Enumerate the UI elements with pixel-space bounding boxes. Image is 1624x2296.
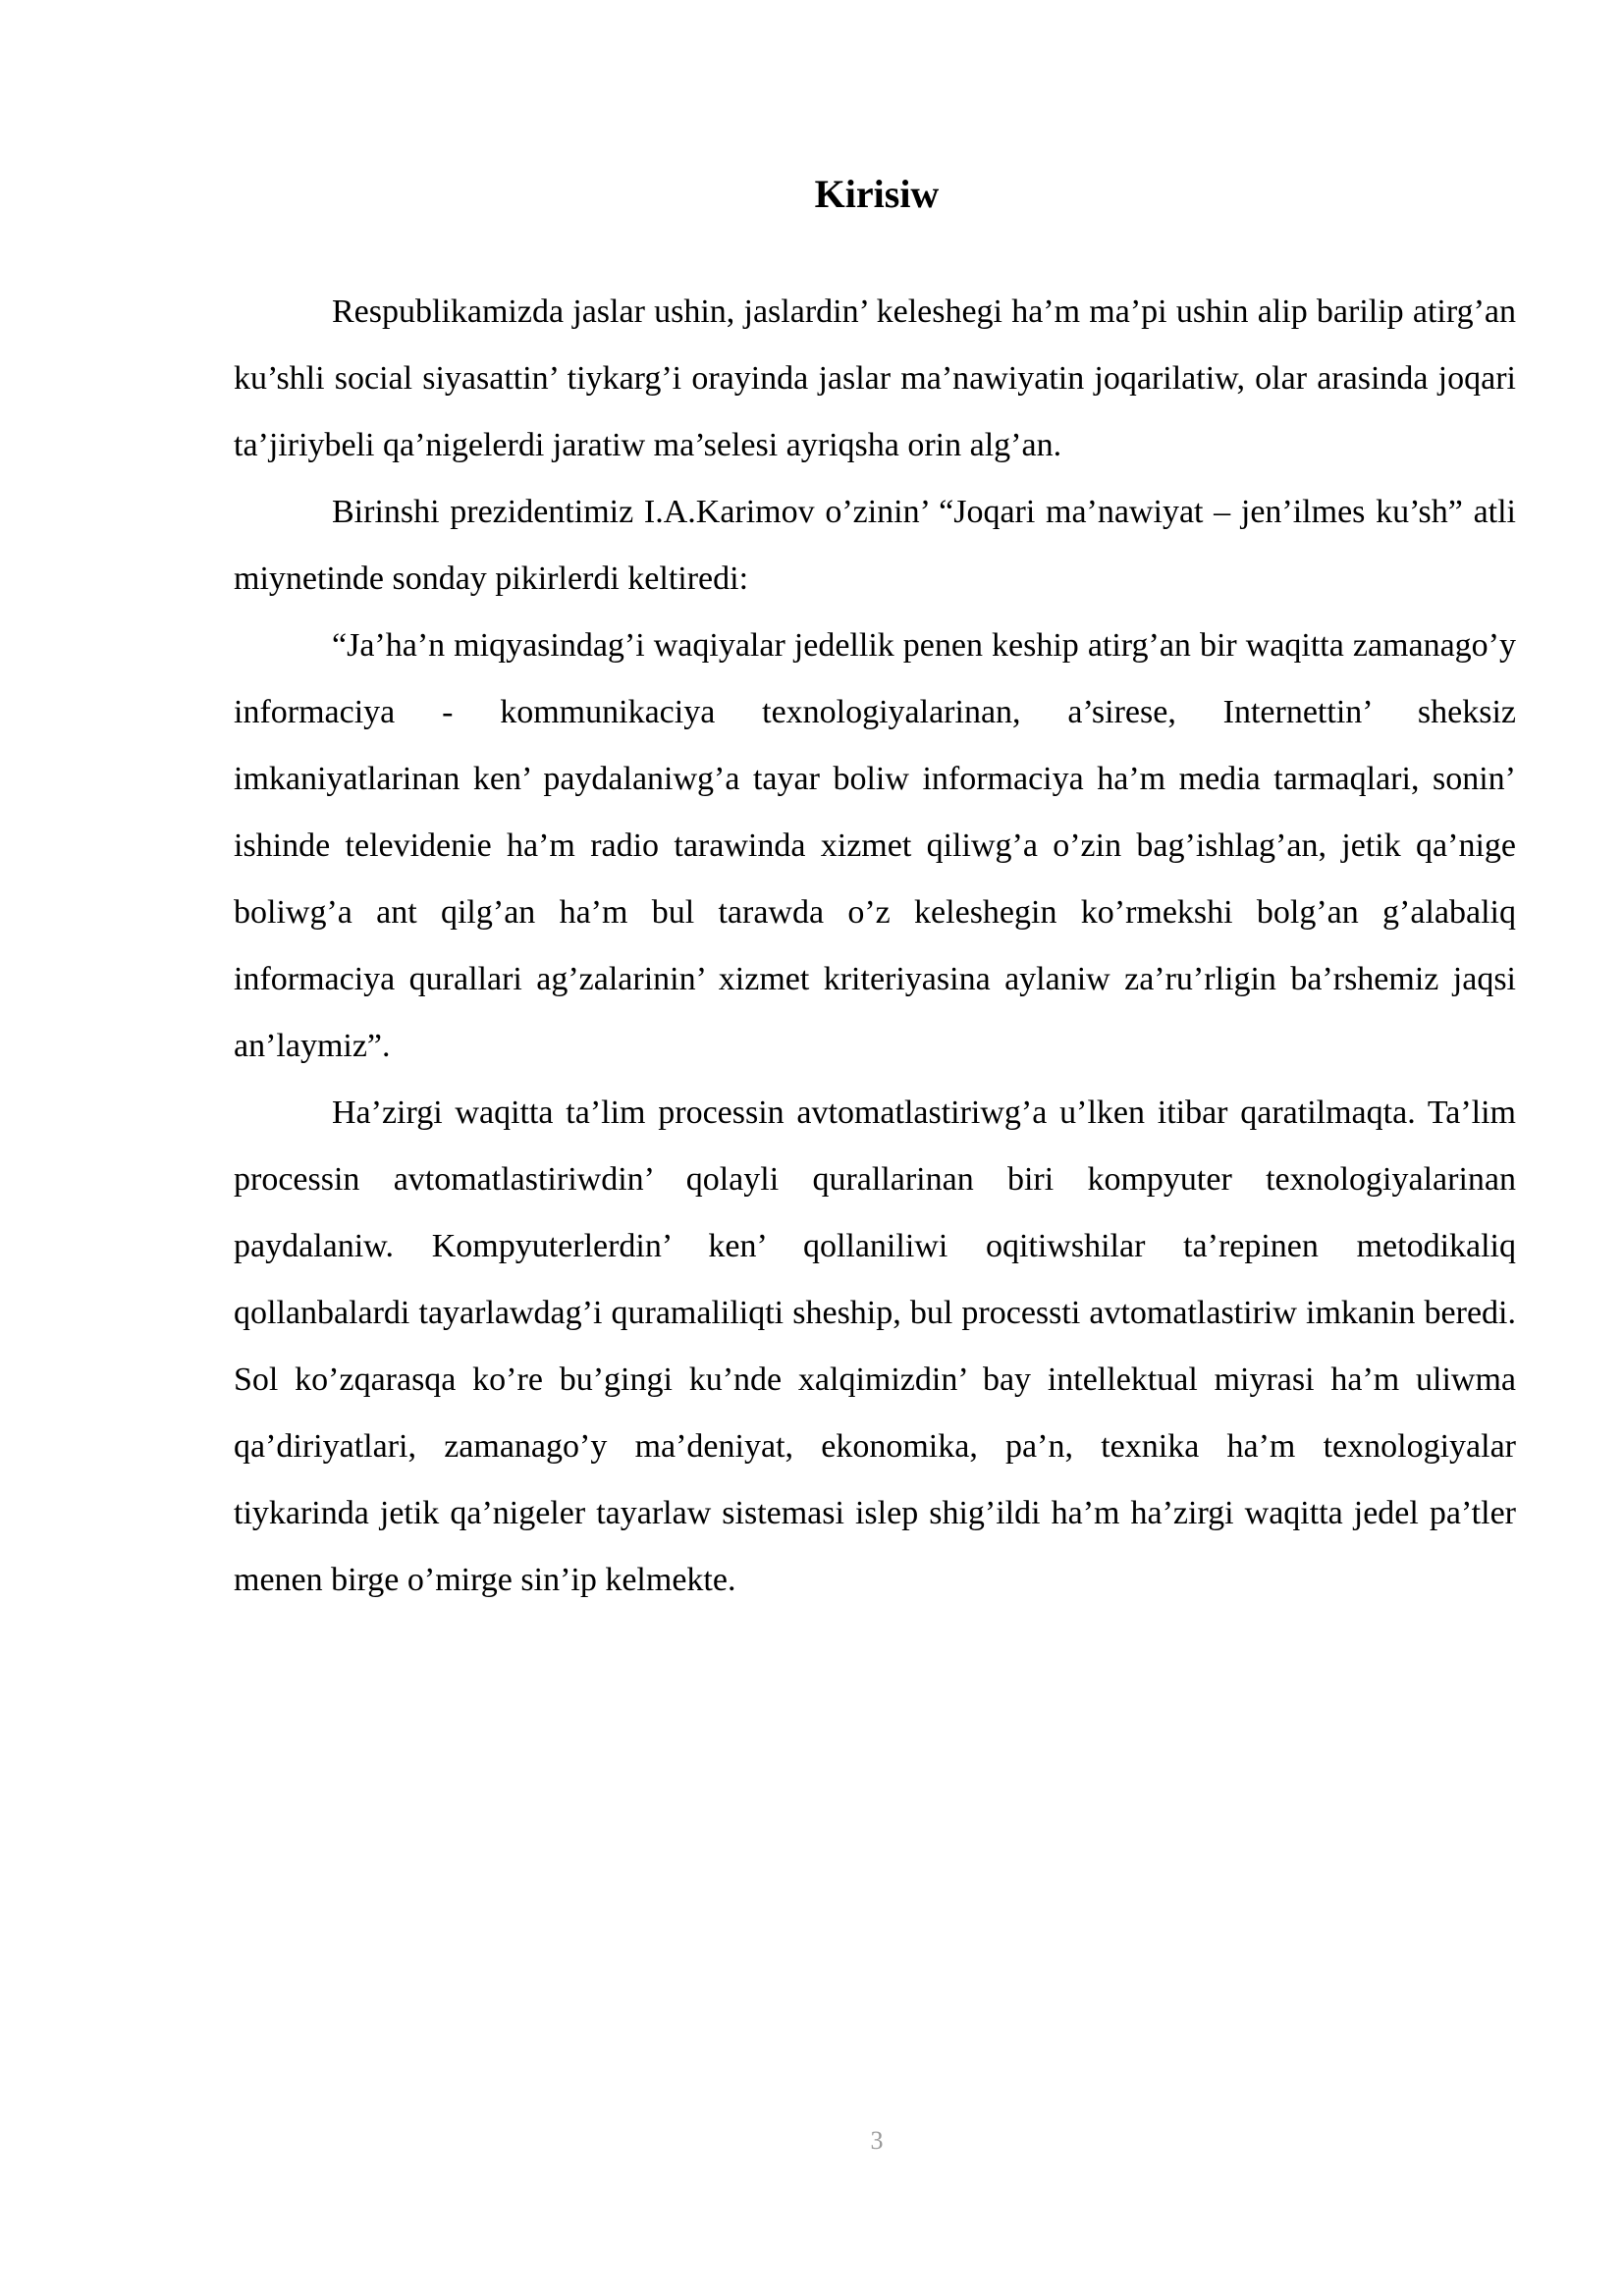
body-text — [234, 279, 1516, 1614]
page-title: Kirisiw — [814, 172, 940, 216]
page-number: 3 — [870, 2126, 884, 2155]
paragraph-4: Ha’zirgi waqitta ta’lim processin avtomatlastiriwg’a u’lken itibar qaratilmaqta. Ta’lim processin avtomatlastiriwdin’ qolayli qurallarinan biri kompyuter texnologiyalarinan paydalaniw. Kompyuterlerdin’ ken’ qollaniliwi oqitiwshilar ta’repinen metodikaliq qollanbalardi tayarlawdag’i quramaliliqti sheship, bul processti avtomatlastiriw imkanin beredi. Sol ko’zqarasqa ko’re bu’gingi ku’nde xalqimizdin’ bay intellektual miyrasi ha’m uliwma qa’diriyatlari, zamanago’y ma’deniyat, ekonomika, pa’n, texnika ha’m texnologiyalar tiykarinda jetik qa’nigeler tayarlaw sistemasi islep shig’ildi ha’m ha’zirgi waqitta jedel pa’tler menen birge o’mirge sin’ip kelmekte. — [234, 1095, 1516, 1598]
paragraph-quote: “Ja’ha’n miqyasindag’i waqiyalar jedellik penen keship atirg’an bir waqitta zamanago’y informaciya - kommunikaciya texnologiyalarinan, a’sirese, Internettin’ sheksiz imkaniyatlarinan ken’ paydalaniwg’a tayar boliw informaciya ha’m media tarmaqlari, sonin’ ishinde televidenie ha’m radio tarawinda xizmet qiliwg’a o’zin bag’ishlag’an, jetik qa’nige boliwg’a ant qilg’an ha’m bul tarawda o’z keleshegin ko’rmekshi bolg’an g’alabaliq informaciya qurallari ag’zalarinin’ xizmet kriteriyasina aylaniw za’ru’rligin ba’rshemiz jaqsi an’laymiz”. — [234, 627, 1516, 1064]
paragraph-2: Birinshi prezidentimiz I.A.Karimov o’zinin’ “Joqari ma’nawiyat – jen’ilmes ku’sh” atli miynetinde sonday pikirlerdi keltiredi: — [234, 494, 1516, 597]
paragraph-1: Respublikamizda jaslar ushin, jaslardin’ keleshegi ha’m ma’pi ushin alip barilip atirg’an ku’shli social siyasattin’ tiykarg’i orayinda jaslar ma’nawiyatin joqarilatiw, olar arasinda joqari ta’jiriybeli qa’nigelerdi jaratiw ma’selesi ayriqsha orin alg’an. — [234, 294, 1516, 463]
